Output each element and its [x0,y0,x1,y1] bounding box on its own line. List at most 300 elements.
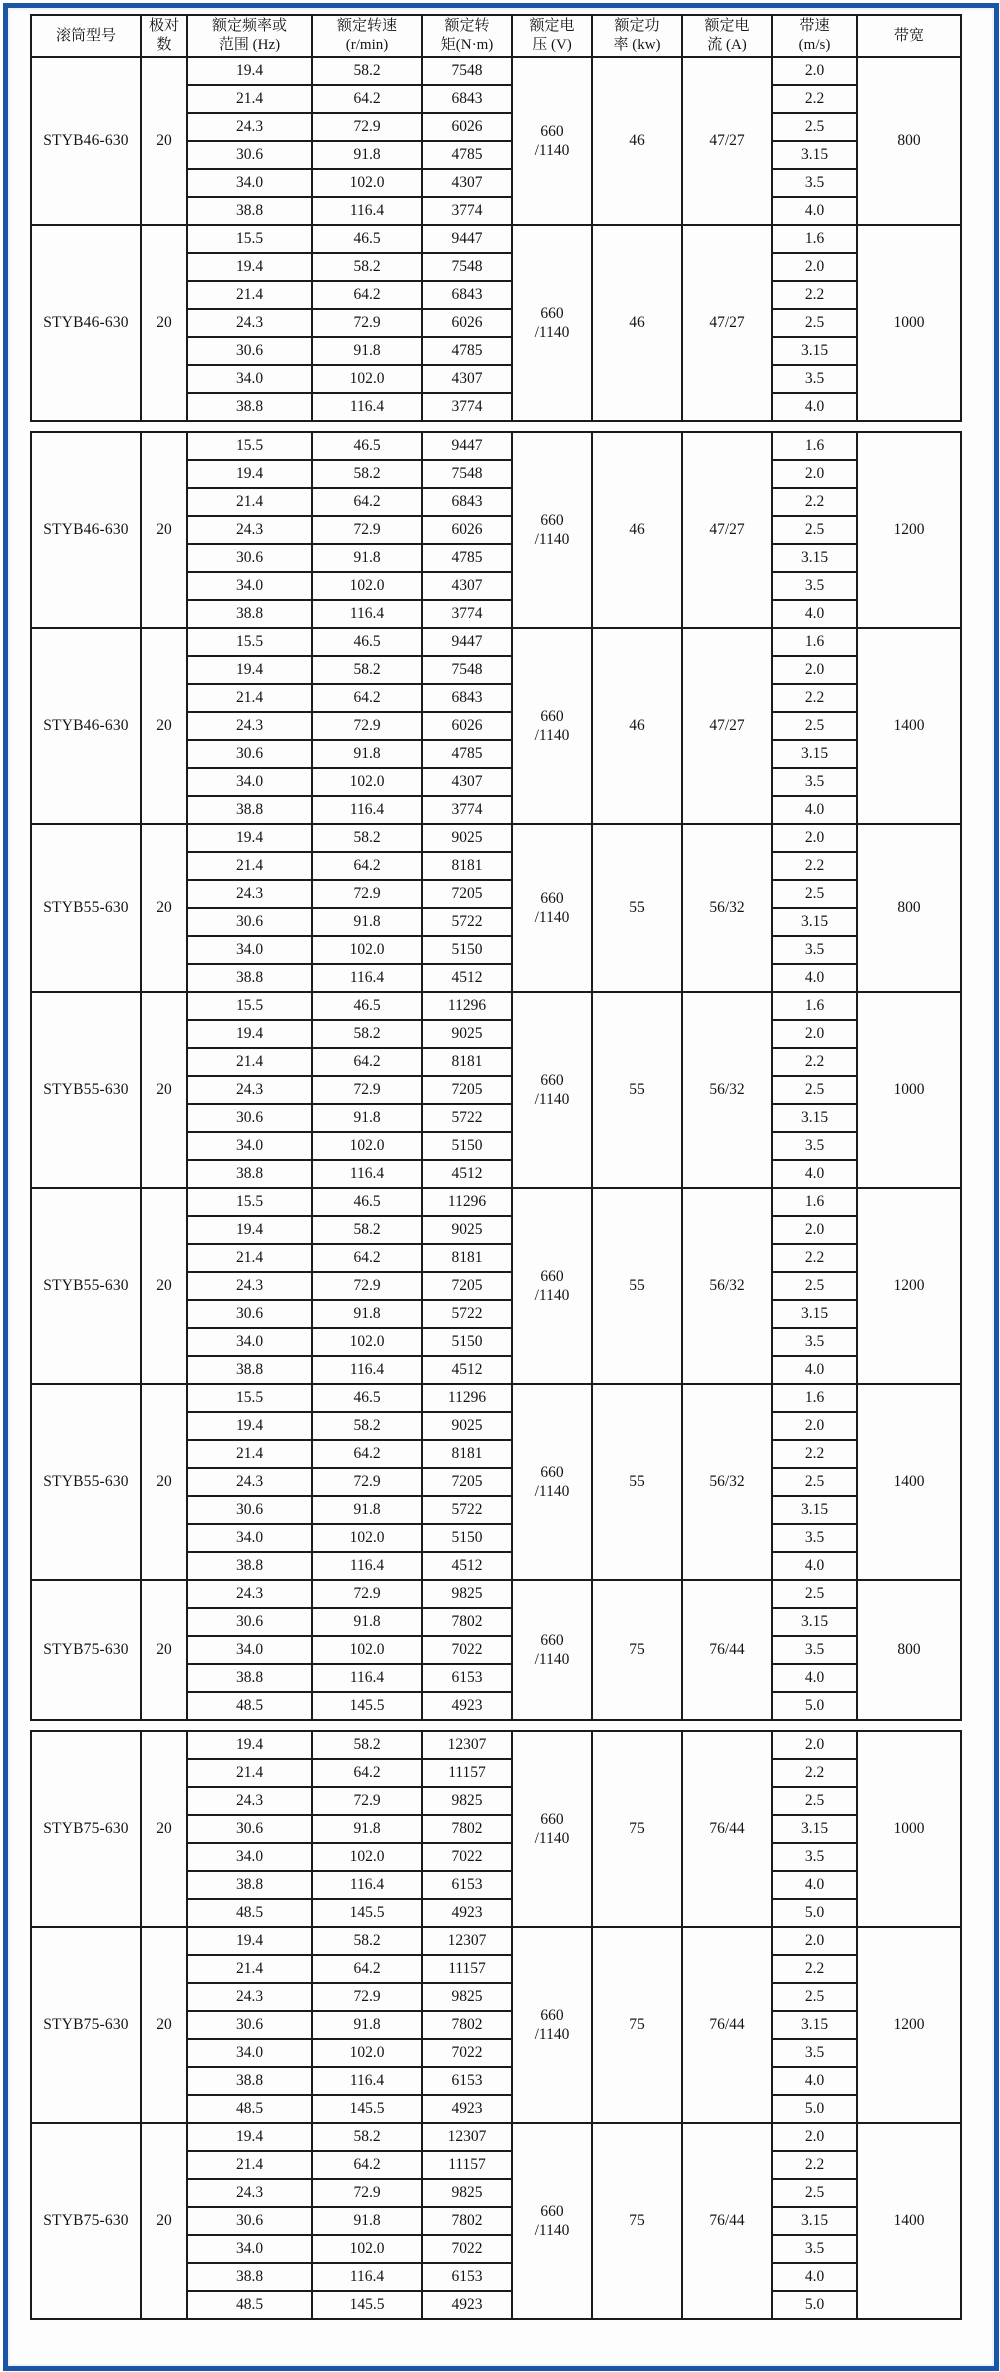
torque-cell: 7205 [422,1272,512,1300]
belt-speed-cell: 4.0 [772,964,857,992]
belt-speed-cell: 3.5 [772,1524,857,1552]
belt-width-cell: 1400 [857,1384,961,1580]
frequency-cell: 15.5 [187,1384,312,1412]
torque-cell: 5150 [422,1132,512,1160]
torque-cell: 4307 [422,768,512,796]
frequency-cell: 34.0 [187,1132,312,1160]
frequency-cell: 24.3 [187,712,312,740]
frequency-cell: 24.3 [187,516,312,544]
speed-cell: 58.2 [312,1731,422,1759]
belt-speed-cell: 2.5 [772,1983,857,2011]
belt-speed-cell: 3.15 [772,2011,857,2039]
power-cell: 55 [592,824,682,992]
belt-speed-cell: 2.5 [772,1468,857,1496]
belt-speed-cell: 3.5 [772,2235,857,2263]
current-cell: 47/27 [682,225,772,421]
frequency-cell: 38.8 [187,600,312,628]
speed-cell: 116.4 [312,2263,422,2291]
header-line: 额定频率或 [211,18,287,34]
poles-cell: 20 [141,824,187,992]
frequency-cell: 24.3 [187,1468,312,1496]
model-cell: STYB75-630 [31,1580,141,1720]
frequency-cell: 30.6 [187,1815,312,1843]
frequency-cell: 34.0 [187,2039,312,2067]
voltage-line: 660 [540,512,564,529]
model-cell: STYB46-630 [31,628,141,824]
torque-cell: 7802 [422,2011,512,2039]
frequency-cell: 38.8 [187,796,312,824]
belt-speed-cell: 4.0 [772,1160,857,1188]
table-row [31,992,961,1020]
belt-speed-cell: 2.5 [772,880,857,908]
frequency-cell: 19.4 [187,656,312,684]
header-cell-5 [512,15,592,57]
model-cell: STYB75-630 [31,1731,141,1927]
power-cell: 55 [592,992,682,1188]
table-row [31,57,961,85]
frequency-cell: 38.8 [187,1664,312,1692]
belt-speed-cell: 3.5 [772,572,857,600]
speed-cell: 91.8 [312,2207,422,2235]
torque-cell: 5150 [422,936,512,964]
torque-cell: 7205 [422,1076,512,1104]
belt-width-cell: 1400 [857,2123,961,2319]
current-cell: 47/27 [682,57,772,225]
speed-cell: 102.0 [312,768,422,796]
belt-speed-cell: 2.2 [772,488,857,516]
voltage-cell [512,2123,592,2319]
speed-cell: 116.4 [312,600,422,628]
torque-cell: 8181 [422,852,512,880]
voltage-cell [512,992,592,1188]
torque-cell: 6153 [422,2263,512,2291]
speed-cell: 58.2 [312,824,422,852]
frequency-cell: 19.4 [187,824,312,852]
voltage-line: /1140 [534,1091,570,1108]
torque-cell: 7802 [422,2207,512,2235]
belt-speed-cell: 3.5 [772,1328,857,1356]
torque-cell: 5722 [422,1496,512,1524]
table-row [31,1384,961,1412]
frequency-cell: 30.6 [187,337,312,365]
belt-speed-cell: 2.2 [772,1759,857,1787]
belt-speed-cell: 5.0 [772,2095,857,2123]
frequency-cell: 48.5 [187,2291,312,2319]
frequency-cell: 24.3 [187,309,312,337]
belt-speed-cell: 2.5 [772,1580,857,1608]
frequency-cell: 19.4 [187,1927,312,1955]
torque-cell: 6843 [422,684,512,712]
poles-cell: 20 [141,1384,187,1580]
current-cell: 47/27 [682,432,772,628]
belt-speed-cell: 2.5 [772,712,857,740]
torque-cell: 6843 [422,85,512,113]
voltage-line: /1140 [534,142,570,159]
speed-cell: 64.2 [312,684,422,712]
belt-speed-cell: 3.15 [772,1496,857,1524]
voltage-line: /1140 [534,727,570,744]
belt-speed-cell: 2.0 [772,824,857,852]
model-cell: STYB75-630 [31,1927,141,2123]
belt-speed-cell: 3.15 [772,2207,857,2235]
speed-cell: 64.2 [312,1759,422,1787]
torque-cell: 4785 [422,337,512,365]
page-frame [3,3,999,2371]
table-row [31,1927,961,1955]
table-header-row [31,15,961,57]
speed-cell: 102.0 [312,1524,422,1552]
power-cell: 46 [592,225,682,421]
table-row [31,1188,961,1216]
frequency-cell: 34.0 [187,2235,312,2263]
voltage-line: 660 [540,1072,564,1089]
belt-speed-cell: 5.0 [772,1899,857,1927]
header-cell-4 [422,15,512,57]
torque-cell: 11296 [422,1384,512,1412]
speed-cell: 102.0 [312,1636,422,1664]
torque-cell: 4785 [422,141,512,169]
frequency-cell: 21.4 [187,1244,312,1272]
frequency-cell: 34.0 [187,1328,312,1356]
belt-speed-cell: 2.2 [772,1440,857,1468]
voltage-cell [512,628,592,824]
belt-speed-cell: 3.5 [772,1843,857,1871]
frequency-cell: 48.5 [187,1692,312,1720]
speed-cell: 91.8 [312,1608,422,1636]
belt-speed-cell: 2.2 [772,852,857,880]
belt-speed-cell: 3.5 [772,2039,857,2067]
frequency-cell: 34.0 [187,1636,312,1664]
frequency-cell: 30.6 [187,2011,312,2039]
belt-speed-cell: 1.6 [772,432,857,460]
voltage-cell [512,1927,592,2123]
belt-speed-cell: 2.2 [772,1244,857,1272]
belt-speed-cell: 3.5 [772,768,857,796]
belt-speed-cell: 1.6 [772,628,857,656]
belt-width-cell: 1000 [857,1731,961,1927]
belt-width-cell: 1000 [857,992,961,1188]
voltage-line: /1140 [534,531,570,548]
voltage-line: 660 [540,1811,564,1828]
speed-cell: 72.9 [312,113,422,141]
belt-width-cell: 1200 [857,1927,961,2123]
table-row [31,2123,961,2151]
frequency-cell: 38.8 [187,1552,312,1580]
header-line: 矩(N·m) [440,37,494,53]
speed-cell: 46.5 [312,1188,422,1216]
speed-cell: 116.4 [312,393,422,421]
torque-cell: 5150 [422,1524,512,1552]
belt-width-cell: 1000 [857,225,961,421]
frequency-cell: 38.8 [187,2067,312,2095]
poles-cell: 20 [141,1927,187,2123]
voltage-line: /1140 [534,909,570,926]
frequency-cell: 34.0 [187,1524,312,1552]
model-cell: STYB55-630 [31,1384,141,1580]
speed-cell: 102.0 [312,936,422,964]
speed-cell: 91.8 [312,740,422,768]
belt-width-cell: 800 [857,57,961,225]
current-cell: 76/44 [682,2123,772,2319]
belt-speed-cell: 3.15 [772,337,857,365]
frequency-cell: 38.8 [187,964,312,992]
poles-cell: 20 [141,628,187,824]
power-cell: 55 [592,1188,682,1384]
torque-cell: 6153 [422,1871,512,1899]
frequency-cell: 24.3 [187,1983,312,2011]
header-line: 流 (A) [707,37,747,53]
torque-cell: 5722 [422,1300,512,1328]
belt-speed-cell: 4.0 [772,393,857,421]
voltage-line: 660 [540,2007,564,2024]
speed-cell: 91.8 [312,544,422,572]
torque-cell: 6026 [422,516,512,544]
frequency-cell: 30.6 [187,1496,312,1524]
frequency-cell: 19.4 [187,1731,312,1759]
torque-cell: 12307 [422,1731,512,1759]
belt-speed-cell: 4.0 [772,1356,857,1384]
torque-cell: 9447 [422,432,512,460]
torque-cell: 12307 [422,2123,512,2151]
header-line: 极对 [148,18,179,34]
belt-width-cell: 1200 [857,1188,961,1384]
model-cell: STYB46-630 [31,432,141,628]
poles-cell: 20 [141,225,187,421]
speed-cell: 72.9 [312,516,422,544]
speed-cell: 58.2 [312,1927,422,1955]
speed-cell: 102.0 [312,1132,422,1160]
torque-cell: 7802 [422,1815,512,1843]
frequency-cell: 34.0 [187,936,312,964]
header-cell-3 [312,15,422,57]
table-row [31,824,961,852]
power-cell: 75 [592,1731,682,1927]
torque-cell: 3774 [422,600,512,628]
poles-cell: 20 [141,2123,187,2319]
voltage-line: /1140 [534,1287,570,1304]
speed-cell: 116.4 [312,2067,422,2095]
speed-cell: 58.2 [312,57,422,85]
current-cell: 76/44 [682,1580,772,1720]
torque-cell: 8181 [422,1048,512,1076]
header-line: 额定电 [704,18,750,34]
frequency-cell: 34.0 [187,1843,312,1871]
belt-speed-cell: 3.15 [772,544,857,572]
speed-cell: 116.4 [312,796,422,824]
table-row [31,1731,961,1759]
torque-cell: 11157 [422,1955,512,1983]
frequency-cell: 21.4 [187,1048,312,1076]
speed-cell: 46.5 [312,992,422,1020]
frequency-cell: 24.3 [187,1272,312,1300]
spec-table-section-2 [30,431,962,1721]
frequency-cell: 38.8 [187,197,312,225]
speed-cell: 91.8 [312,2011,422,2039]
torque-cell: 3774 [422,796,512,824]
header-cell-0 [31,15,141,57]
torque-cell: 9025 [422,824,512,852]
voltage-line: 660 [540,1268,564,1285]
belt-speed-cell: 2.0 [772,2123,857,2151]
belt-speed-cell: 2.5 [772,516,857,544]
belt-speed-cell: 3.15 [772,1815,857,1843]
voltage-line: /1140 [534,324,570,341]
torque-cell: 7548 [422,460,512,488]
current-cell: 56/32 [682,1384,772,1580]
frequency-cell: 24.3 [187,1076,312,1104]
torque-cell: 7022 [422,1636,512,1664]
speed-cell: 116.4 [312,1356,422,1384]
belt-speed-cell: 1.6 [772,1188,857,1216]
speed-cell: 102.0 [312,1328,422,1356]
voltage-line: 660 [540,305,564,322]
frequency-cell: 34.0 [187,169,312,197]
belt-width-cell: 1400 [857,628,961,824]
torque-cell: 7548 [422,253,512,281]
belt-speed-cell: 4.0 [772,1552,857,1580]
frequency-cell: 24.3 [187,1580,312,1608]
power-cell: 75 [592,2123,682,2319]
torque-cell: 6026 [422,113,512,141]
frequency-cell: 48.5 [187,2095,312,2123]
frequency-cell: 24.3 [187,1787,312,1815]
speed-cell: 102.0 [312,169,422,197]
frequency-cell: 19.4 [187,57,312,85]
belt-speed-cell: 2.2 [772,2151,857,2179]
speed-cell: 64.2 [312,488,422,516]
torque-cell: 9825 [422,1580,512,1608]
torque-cell: 6026 [422,309,512,337]
poles-cell: 20 [141,992,187,1188]
torque-cell: 5722 [422,1104,512,1132]
speed-cell: 64.2 [312,1048,422,1076]
voltage-cell [512,225,592,421]
poles-cell: 20 [141,1188,187,1384]
header-line: 滚筒型号 [55,27,116,44]
header-line: 带宽 [893,27,924,44]
current-cell: 56/32 [682,824,772,992]
torque-cell: 6153 [422,2067,512,2095]
belt-width-cell: 1200 [857,432,961,628]
power-cell: 46 [592,57,682,225]
belt-speed-cell: 3.15 [772,1608,857,1636]
poles-cell: 20 [141,57,187,225]
power-cell: 75 [592,1927,682,2123]
current-cell: 76/44 [682,1927,772,2123]
belt-speed-cell: 2.0 [772,1216,857,1244]
frequency-cell: 30.6 [187,908,312,936]
speed-cell: 91.8 [312,1104,422,1132]
belt-speed-cell: 4.0 [772,2067,857,2095]
belt-speed-cell: 2.5 [772,1076,857,1104]
voltage-cell [512,432,592,628]
frequency-cell: 21.4 [187,85,312,113]
torque-cell: 4512 [422,964,512,992]
belt-speed-cell: 2.2 [772,1048,857,1076]
voltage-cell [512,1731,592,1927]
poles-cell: 20 [141,432,187,628]
speed-cell: 145.5 [312,2095,422,2123]
speed-cell: 64.2 [312,1440,422,1468]
frequency-cell: 21.4 [187,1955,312,1983]
frequency-cell: 38.8 [187,393,312,421]
frequency-cell: 15.5 [187,992,312,1020]
header-cell-9 [857,15,961,57]
torque-cell: 4307 [422,572,512,600]
frequency-cell: 15.5 [187,432,312,460]
table-row [31,628,961,656]
header-cell-8 [772,15,857,57]
belt-speed-cell: 1.6 [772,225,857,253]
frequency-cell: 15.5 [187,628,312,656]
frequency-cell: 38.8 [187,1356,312,1384]
torque-cell: 7802 [422,1608,512,1636]
speed-cell: 72.9 [312,1076,422,1104]
belt-speed-cell: 2.2 [772,1955,857,1983]
speed-cell: 116.4 [312,1160,422,1188]
torque-cell: 11296 [422,1188,512,1216]
speed-cell: 64.2 [312,1955,422,1983]
torque-cell: 11157 [422,1759,512,1787]
torque-cell: 7205 [422,1468,512,1496]
speed-cell: 72.9 [312,309,422,337]
power-cell: 46 [592,628,682,824]
header-line: 范围 (Hz) [218,37,281,53]
speed-cell: 58.2 [312,1412,422,1440]
belt-speed-cell: 2.5 [772,309,857,337]
frequency-cell: 30.6 [187,141,312,169]
speed-cell: 58.2 [312,656,422,684]
belt-speed-cell: 2.2 [772,684,857,712]
speed-cell: 102.0 [312,2039,422,2067]
belt-speed-cell: 2.5 [772,113,857,141]
model-cell: STYB46-630 [31,57,141,225]
speed-cell: 91.8 [312,337,422,365]
header-line: 率 (kw) [613,37,661,53]
torque-cell: 6153 [422,1664,512,1692]
power-cell: 46 [592,432,682,628]
voltage-line: 660 [540,2203,564,2220]
torque-cell: 7022 [422,2235,512,2263]
frequency-cell: 48.5 [187,1899,312,1927]
frequency-cell: 24.3 [187,880,312,908]
speed-cell: 102.0 [312,572,422,600]
belt-speed-cell: 2.2 [772,281,857,309]
belt-speed-cell: 2.2 [772,85,857,113]
table-row [31,225,961,253]
frequency-cell: 30.6 [187,2207,312,2235]
frequency-cell: 21.4 [187,488,312,516]
header-line: 压 (V) [532,37,572,53]
voltage-line: /1140 [534,1830,570,1847]
frequency-cell: 38.8 [187,2263,312,2291]
model-cell: STYB46-630 [31,225,141,421]
table-row [31,1580,961,1608]
torque-cell: 4307 [422,365,512,393]
belt-speed-cell: 2.0 [772,1020,857,1048]
speed-cell: 145.5 [312,1692,422,1720]
speed-cell: 116.4 [312,1871,422,1899]
frequency-cell: 24.3 [187,2179,312,2207]
frequency-cell: 30.6 [187,740,312,768]
frequency-cell: 38.8 [187,1160,312,1188]
torque-cell: 3774 [422,393,512,421]
header-line: (r/min) [345,37,389,53]
belt-speed-cell: 3.15 [772,1104,857,1132]
torque-cell: 5722 [422,908,512,936]
torque-cell: 4512 [422,1160,512,1188]
torque-cell: 4785 [422,544,512,572]
